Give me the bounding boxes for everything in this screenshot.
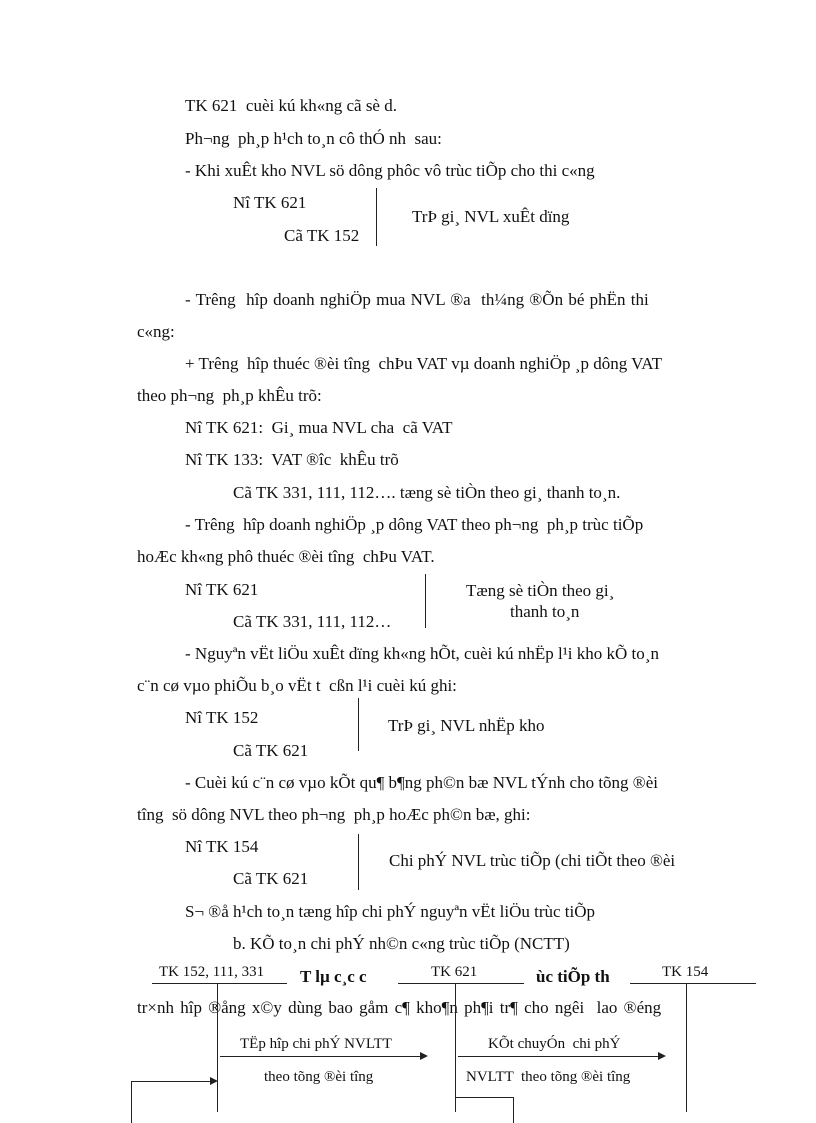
- t-account-152-axis: [217, 984, 218, 1112]
- entry-note-2a: Tæng sè tiÒn theo gi¸: [466, 581, 615, 600]
- text-line-10a: - Trêng hîp doanh nghiÖp ¸p dông VAT theo ph¬ng ph¸p trùc tiÕp: [185, 515, 644, 534]
- entry-divider: [376, 188, 377, 246]
- entry-note-3: TrÞ gi¸ NVL nhËp kho: [388, 716, 545, 735]
- arrow2-label-top: KÕt chuyÓn chi phÝ: [488, 1036, 621, 1052]
- entry-note-4: Chi phÝ NVL trùc tiÕp (chi tiÕt theo ®èi: [389, 851, 676, 870]
- text-line-10b: hoÆc kh«ng phô thuéc ®èi tîng chÞu VAT.: [137, 547, 435, 566]
- text-line-7: Nî TK 621: Gi¸ mua NVL cha cã VAT: [185, 418, 453, 437]
- return-line: [455, 1097, 513, 1098]
- account-label-152: TK 152, 111, 331: [159, 964, 265, 980]
- account-line-621: [398, 983, 524, 984]
- arrow2-line: [458, 1056, 658, 1057]
- t-account-154-axis: [686, 984, 687, 1112]
- t-account-621-axis: [455, 984, 456, 1112]
- entry-credit-152: Cã TK 152: [284, 226, 360, 245]
- text-line-1: TK 621 cuèi kú kh«ng cã sè d.: [185, 96, 397, 115]
- text-line-2: Ph¬ng ph¸p h¹ch to¸n cô thÓ nh sau:: [185, 129, 442, 148]
- text-line-14a: - Cuèi kú c¨n cø vµo kÕt qu¶ b¶ng ph©n bæ NVL tÝnh cho tõng ®èi: [185, 773, 658, 792]
- account-line-154: [630, 983, 756, 984]
- account-label-154: TK 154: [662, 964, 709, 980]
- entry-divider-2: [425, 574, 426, 628]
- entry-credit-331: Cã TK 331, 111, 112…: [233, 612, 392, 631]
- text-line-6b: theo ph¬ng ph¸p khÊu trõ:: [137, 386, 322, 405]
- entry-debit-154: Nî TK 154: [185, 837, 259, 856]
- text-partial-a: T lµ c¸c c: [300, 967, 367, 986]
- arrow1-label-top: TËp hîp chi phÝ NVLTT: [240, 1036, 392, 1052]
- entry-note-2b: thanh to¸n: [510, 602, 580, 621]
- text-line-8: Nî TK 133: VAT ®îc khÊu trõ: [185, 450, 399, 469]
- account-line-152: [152, 983, 287, 984]
- entry-credit-621-c: Cã TK 621: [233, 869, 309, 888]
- text-line-12b: c¨n cø vµo phiÕu b¸o vËt t cßn l¹i cuèi kú ghi:: [137, 676, 457, 695]
- text-line-12a: - Nguyªn vËt liÖu xuÊt dïng kh«ng hÕt, cuèi kú nhËp l¹i kho kÕ to¸n: [185, 644, 659, 663]
- arrow2-head: [658, 1052, 666, 1060]
- text-partial-b: ùc tiÕp th: [536, 967, 610, 986]
- entry-debit-621: Nî TK 621: [233, 193, 307, 212]
- loop-top-line: [131, 1081, 210, 1082]
- text-line-9: Cã TK 331, 111, 112…. tæng sè tiÒn theo gi¸ thanh to¸n.: [233, 483, 621, 502]
- text-line-5b: c«ng:: [137, 322, 175, 341]
- entry-divider-3: [358, 698, 359, 751]
- text-line-3: - Khi xuÊt kho NVL sö dông phôc vô trùc tiÕp cho thi c«ng: [185, 161, 595, 180]
- text-line-14b: tîng sö dông NVL theo ph¬ng ph¸p hoÆc ph©n bæ, ghi:: [137, 805, 531, 824]
- text-line-6a: + Trêng hîp thuéc ®èi tîng chÞu VAT vµ doanh nghiÖp ¸p dông VAT: [185, 354, 662, 373]
- text-line-16: S¬ ®å h¹ch to¸n tæng hîp chi phÝ nguyªn vËt liÖu trùc tiÕp: [185, 902, 596, 921]
- arrow1-head: [420, 1052, 428, 1060]
- entry-debit-621-b: Nî TK 621: [185, 580, 259, 599]
- account-label-621: TK 621: [431, 964, 478, 980]
- arrow1-label-bottom: theo tõng ®èi tîng: [264, 1069, 374, 1085]
- loop-left-line: [131, 1081, 132, 1123]
- return-right-line: [513, 1097, 514, 1123]
- entry-credit-621: Cã TK 621: [233, 741, 309, 760]
- text-line-19: tr×nh hîp ®ång x©y dùng bao gåm c¶ kho¶n ph¶i tr¶ cho ngêi lao ®éng: [137, 998, 662, 1017]
- arrow2-label-bottom: NVLTT theo tõng ®èi tîng: [466, 1069, 631, 1085]
- entry-divider-4: [358, 834, 359, 890]
- loop-head: [210, 1077, 218, 1085]
- text-line-5a: - Trêng hîp doanh nghiÖp mua NVL ®a th¼ng ®Õn bé phËn thi: [185, 290, 649, 309]
- entry-debit-152: Nî TK 152: [185, 708, 259, 727]
- arrow1-line: [220, 1056, 420, 1057]
- entry-note: TrÞ gi¸ NVL xuÊt dïng: [412, 207, 570, 226]
- section-heading: b. KÕ to¸n chi phÝ nh©n c«ng trùc tiÕp (NCTT): [233, 934, 570, 953]
